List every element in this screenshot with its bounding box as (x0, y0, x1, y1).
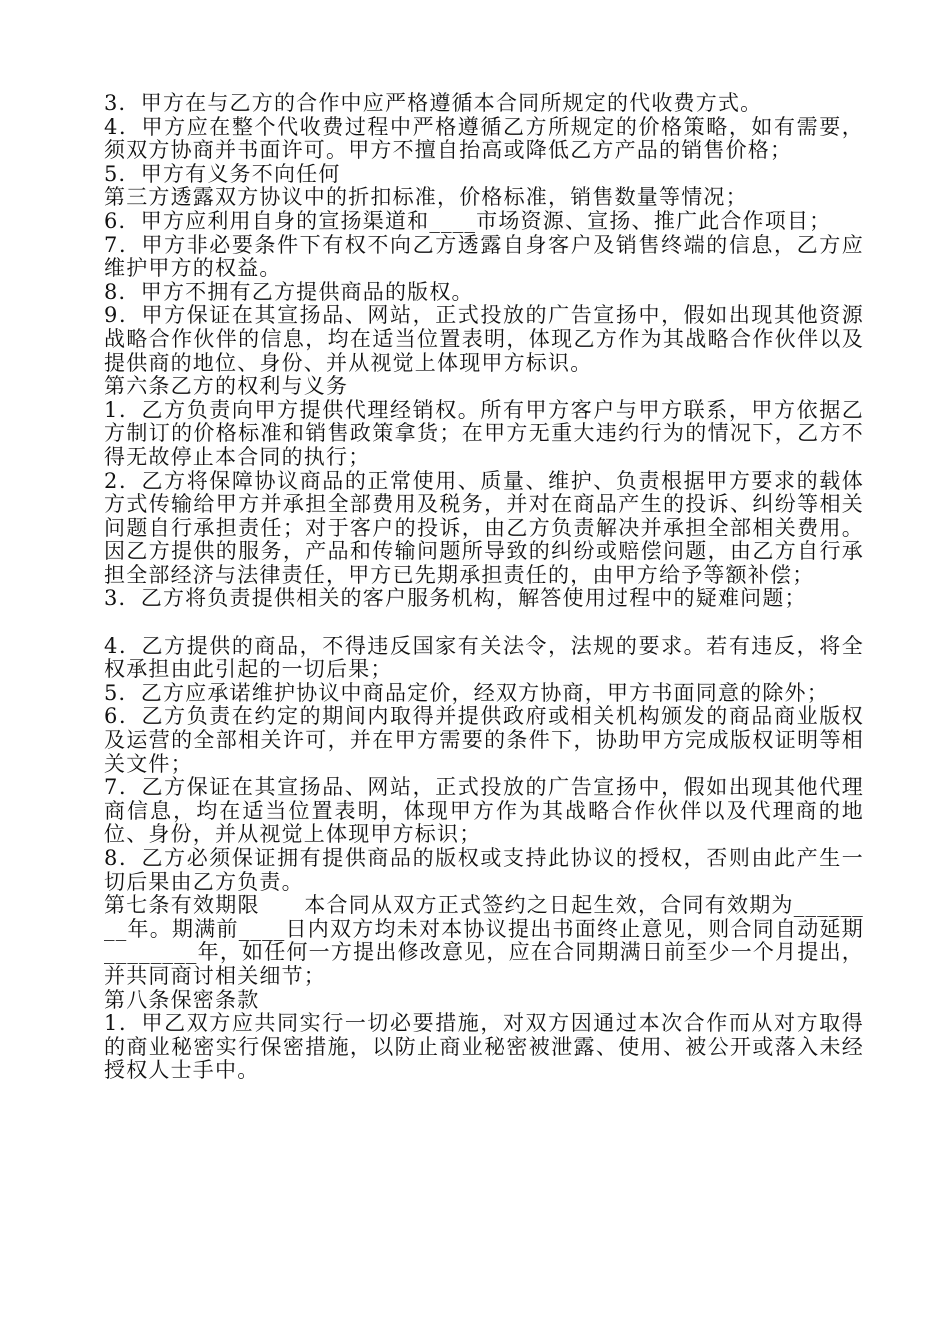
paragraph-3-yi-service: 3．乙方将负责提供相关的客户服务机构，解答使用过程中的疑难问题； (104, 586, 807, 611)
paragraph-8-jia-copyright: 8．甲方不拥有乙方提供商品的版权。 (104, 279, 474, 304)
paragraph-1-confidentiality: 1．甲乙双方应共同实行一切必要措施，对双方因通过本次合作而从对方取得的商业秘密实行保密措施，以防止商业秘密被泄露、使用、被公开或落入未经授权人士手中。 (104, 1011, 864, 1083)
paragraph-5-yi-pricing: 5．乙方应承诺维护协议中商品定价，经双方协商，甲方书面同意的除外； (104, 680, 829, 705)
section-article-7-term: 第七条有效期限 本合同从双方正式签约之日起生效，合同有效期为________年。期满前____日内双方均未对本协议提出书面终止意见，则合同自动延期________年，如任何一方提出修改意见，应在合同期满日前至少一个月提出，并共同商讨相关细节； (104, 893, 864, 988)
paragraph-8-yi-authorization: 8．乙方必须保证拥有提供商品的版权或支持此协议的授权，否则由此产生一切后果由乙方负责。 (104, 846, 864, 894)
document-body (104, 92, 864, 1083)
paragraph-4-jia-pricing: 4．甲方应在整个代收费过程中严格遵循乙方所规定的价格策略，如有需要，须双方协商并书面许可。甲方不擅自抬高或降低乙方产品的销售价格； (104, 114, 864, 163)
paragraph-6-jia-promotion: 6．甲方应利用自身的宣扬渠道和____市场资源、宣扬、推广此合作项目； (104, 208, 832, 233)
paragraph-6-yi-licenses: 6．乙方负责在约定的期间内取得并提供政府或相关机构颁发的商品商业版权及运营的全部相关许可，并在甲方需要的条件下，协助甲方完成版权证明等相关文件； (104, 704, 864, 776)
paragraph-4-yi-legal: 4．乙方提供的商品，不得违反国家有关法令，法规的要求。若有违反，将全权承担由此引起的一切后果； (104, 633, 864, 682)
paragraph-2-yi-quality: 2．乙方将保障协议商品的正常使用、质量、维护、负责根据甲方要求的载体方式传输给甲方并承担全部费用及税务，并对在商品产生的投诉、纠纷等相关问题自行承担责任；对于客户的投诉，由乙方负责解决并承担全部相关费用。因乙方提供的服务，产品和传输问题所导致的纠纷或赔偿问题，由乙方自行承担全部经济与法律责任，甲方已先期承担责任的，由甲方给予等额补偿； (104, 468, 864, 587)
paragraph-3-jia-fee-method: 3．甲方在与乙方的合作中应严格遵循本合同所规定的代收费方式。 (104, 91, 763, 115)
paragraph-1-yi-distribution: 1．乙方负责向甲方提供代理经销权。所有甲方客户与甲方联系，甲方依据乙方制订的价格标准和销售政策拿货；在甲方无重大违约行为的情况下，乙方不得无故停止本合同的执行； (104, 397, 864, 469)
section-heading-article-8: 第八条保密条款 (104, 987, 260, 1012)
paragraph-5-continued: 第三方透露双方协议中的折扣标准，价格标准，销售数量等情况； (104, 185, 748, 210)
section-heading-article-6: 第六条乙方的权利与义务 (104, 374, 349, 399)
paragraph-9-jia-advertising: 9．甲方保证在其宣扬品、网站，正式投放的广告宣扬中，假如出现其他资源战略合作伙伴的信息，均在适当位置表明，体现乙方作为其战略合作伙伴以及提供商的地位、身份、并从视觉上体现甲方标识。 (104, 303, 864, 375)
paragraph-7-yi-advertising: 7．乙方保证在其宣扬品、网站，正式投放的广告宣扬中，假如出现其他代理商信息，均在适当位置表明，体现甲方作为其战略合作伙伴以及代理商的地位、身份，并从视觉上体现甲方标识； (104, 775, 864, 847)
paragraph-7-jia-rights: 7．甲方非必要条件下有权不向乙方透露自身客户及销售终端的信息，乙方应维护甲方的权益。 (104, 232, 864, 281)
paragraph-5-jia-obligation: 5．甲方有义务不向任何 (104, 161, 341, 186)
paragraph-spacer (104, 611, 864, 635)
